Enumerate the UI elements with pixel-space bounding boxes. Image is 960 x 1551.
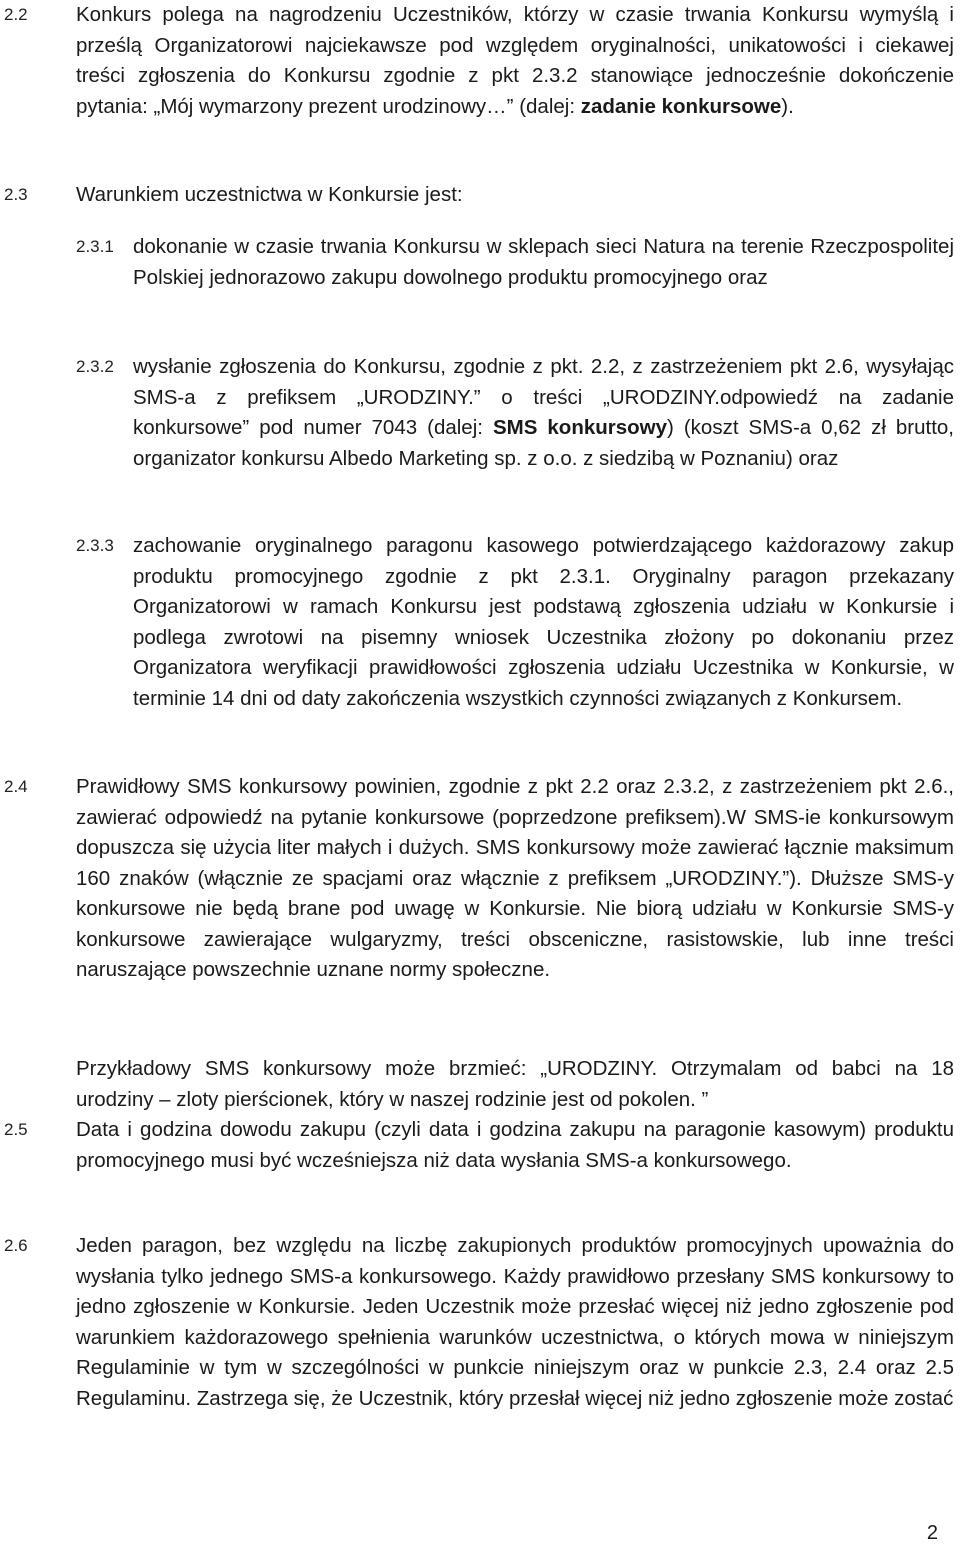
- bold-term: zadanie konkursowe: [580, 94, 782, 118]
- page-number: 2: [926, 1522, 938, 1544]
- section-text: Warunkiem uczestnictwa w Konkursie jest:: [76, 183, 463, 206]
- subsection-text: zachowanie oryginalnego paragonu kasowego potwierdzającego każdorazowy zakup produktu promocyjnego zgodnie z pkt 2.3.1. Oryginalny paragon przekazany Organizatorowi w ramach Konkursu jest podstawą zgłoszenia udziału w Konkursie i podlega zwrotowi na pisemny wniosek Uczestnika złożony po dokonaniu przez Organizatora weryfikacji prawidłowości zgłoszenia udziału Uczestnika w Konkursie, w terminie 14 dni od daty zakończenia wszystkich czynności związanych z Konkursem.: [133, 534, 954, 710]
- subsection-text: dokonanie w czasie trwania Konkursu w sklepach sieci Natura na terenie Rzeczpospolitej Polskiej jednorazowo zakupu dowolnego produktu promocyjnego oraz: [133, 235, 954, 289]
- section-number: 2.6: [4, 1236, 28, 1255]
- section-text: Jeden paragon, bez względu na liczbę zakupionych produktów promocyjnych upoważnia do wysłania tylko jednego SMS-a konkursowego. Każdy prawidłowo przesłany SMS konkursowy to jedno zgłoszenie w Konkursie. Jeden Uczestnik może przesłać więcej niż jedno zgłoszenie pod warunkiem każdorazowego spełnienia warunków uczestnictwa, o których mowa w niniejszym Regulaminie w tym w szczególności w punkcie niniejszym oraz w punkcie 2.3, 2.4 oraz 2.5 Regulaminu. Zastrzega się, że Uczestnik, który przesłał więcej niż jedno zgłoszenie może zostać: [76, 1234, 954, 1410]
- subsection-number: 2.3.2: [76, 357, 114, 376]
- section-text: Prawidłowy SMS konkursowy powinien, zgodnie z pkt 2.2 oraz 2.3.2, z zastrzeżeniem pkt 2.6., zawierać odpowiedź na pytanie konkursowe (poprzedzone prefiksem).W SMS-ie konkursowym dopuszcza się użycia liter małych i dużych. SMS konkursowy może zawierać łącznie maksimum 160 znaków (włącznie ze spacjami oraz włącznie z prefiksem „URODZINY.”). Dłuższe SMS-y konkursowe nie będą brane pod uwagę w Konkursie. Nie biorą udziału w Konkursie SMS-y konkursowe zawierające wulgaryzmy, treści obsceniczne, rasistowskie, lub inne treści naruszające powszechnie uznane normy społeczne.: [76, 775, 954, 981]
- section-number: 2.3: [4, 185, 28, 204]
- subsection-number: 2.3.1: [76, 237, 114, 256]
- example-sms-text: Przykładowy SMS konkursowy może brzmieć: „URODZINY. Otrzymalam od babci na 18 urodziny – zloty pierścionek, który w naszej rodzinie jest od pokolen. ”: [76, 1057, 954, 1111]
- section-text: Konkurs polega na nagrodzeniu Uczestników, którzy w czasie trwania Konkursu wymyślą i prześlą Organizatorowi najciekawsze pod względem oryginalności, unikatowości i ciekawej treści zgłoszenia do Konkursu zgodnie z pkt 2.3.2 stanowiące jednocześnie dokończenie pytania: „Mój wymarzony prezent urodzinowy…” (dalej: zadanie konkursowe).: [76, 3, 954, 118]
- section-number: 2.4: [4, 777, 28, 796]
- section-number: 2.2: [4, 5, 28, 24]
- subsection-number: 2.3.3: [76, 536, 114, 555]
- subsection-text: wysłanie zgłoszenia do Konkursu, zgodnie z pkt. 2.2, z zastrzeżeniem pkt 2.6, wysyłając SMS-a z prefiksem „URODZINY.” o treści „URODZINY.odpowiedź na zadanie konkursowe” pod numer 7043 (dalej: SMS konkursowy) (koszt SMS-a 0,62 zł brutto, organizator konkursu Albedo Marketing sp. z o.o. z siedzibą w Poznaniu) oraz: [133, 355, 954, 470]
- bold-term: SMS konkursowy: [492, 416, 668, 439]
- section-number: 2.5: [4, 1120, 28, 1139]
- section-text: Data i godzina dowodu zakupu (czyli data i godzina zakupu na paragonie kasowym) produktu promocyjnego musi być wcześniejsza niż data wysłania SMS-a konkursowego.: [76, 1118, 954, 1172]
